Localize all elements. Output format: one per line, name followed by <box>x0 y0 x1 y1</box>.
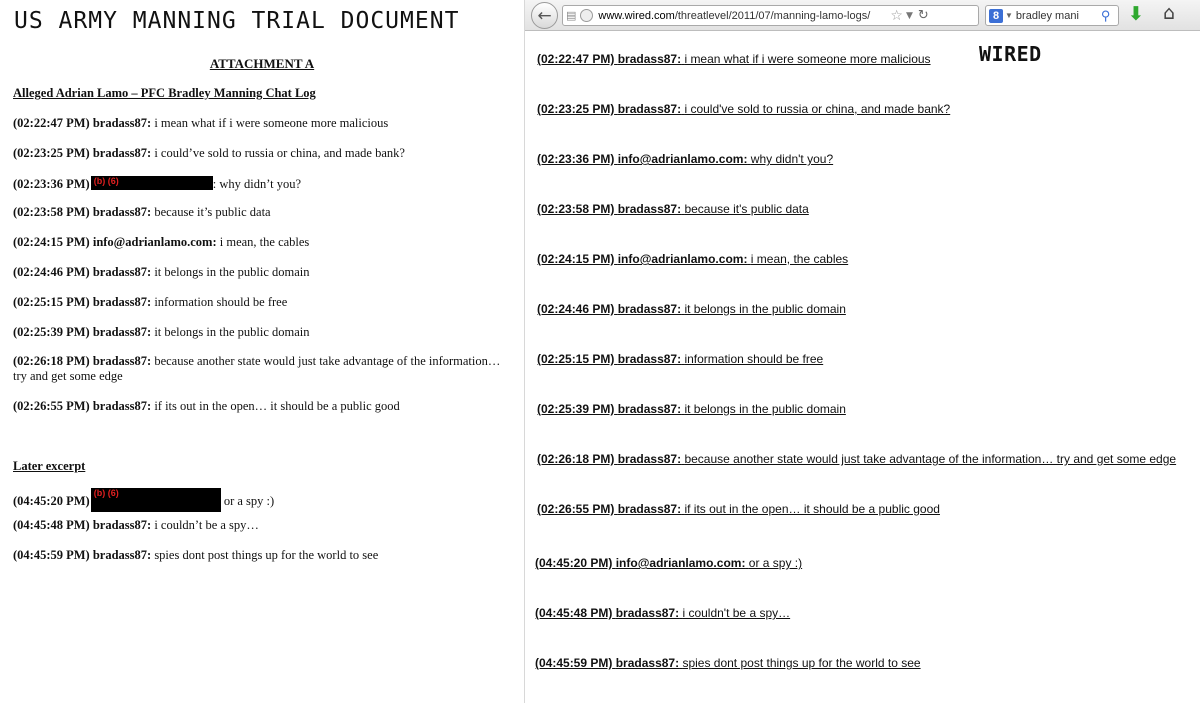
timestamp: (02:23:58 PM) <box>537 202 615 216</box>
web-chat-line[interactable] <box>537 152 833 166</box>
reload-icon[interactable]: ↻ <box>917 8 929 23</box>
back-button[interactable] <box>531 2 558 29</box>
speaker: bradass87: <box>617 302 682 316</box>
timestamp: (02:23:36 PM) <box>13 177 90 191</box>
message: i mean, the cables <box>750 252 849 266</box>
timestamp: (02:25:39 PM) <box>13 325 90 339</box>
message: i could’ve sold to russia or china, and made bank? <box>154 146 405 160</box>
timestamp: (04:45:48 PM) <box>13 518 90 532</box>
message: because it's public data <box>684 202 809 216</box>
message: i could've sold to russia or china, and made bank? <box>684 102 951 116</box>
doc-chat-line <box>13 235 513 250</box>
speaker: bradass87: <box>615 656 680 670</box>
search-box[interactable] <box>985 5 1119 26</box>
timestamp: (02:26:55 PM) <box>13 399 90 413</box>
timestamp: (02:23:58 PM) <box>13 205 90 219</box>
page-icon: ▤ <box>566 9 577 22</box>
message: if its out in the open… it should be a public good <box>154 399 400 413</box>
message: it belongs in the public domain <box>684 302 846 316</box>
web-chat-line[interactable] <box>537 352 823 366</box>
speaker: bradass87: <box>92 146 152 160</box>
address-bar[interactable] <box>562 5 979 26</box>
doc-chat-line <box>13 488 513 512</box>
web-chat-line[interactable] <box>535 656 921 670</box>
timestamp: (02:22:47 PM) <box>13 116 90 130</box>
download-arrow-icon[interactable]: ⬇ <box>1128 3 1144 25</box>
web-chat-line[interactable] <box>537 202 809 216</box>
message: i mean what if i were someone more malicious <box>154 116 389 130</box>
doc-chat-line <box>13 295 513 310</box>
timestamp: (02:25:15 PM) <box>13 295 90 309</box>
speaker: bradass87: <box>617 452 682 466</box>
speaker: bradass87: <box>617 202 682 216</box>
trial-document <box>0 0 524 703</box>
speaker: bradass87: <box>92 325 152 339</box>
chevron-down-icon[interactable]: ▼ <box>905 10 913 21</box>
message: i couldn't be a spy… <box>682 606 791 620</box>
speaker: info@adrianlamo.com: <box>615 556 746 570</box>
speaker: bradass87: <box>92 116 152 130</box>
speaker: bradass87: <box>92 265 152 279</box>
web-chat-line[interactable] <box>537 252 848 266</box>
speaker: bradass87: <box>92 399 152 413</box>
timestamp: (02:24:46 PM) <box>537 302 615 316</box>
speaker: bradass87: <box>92 518 152 532</box>
timestamp: (04:45:59 PM) <box>535 656 613 670</box>
speaker: bradass87: <box>617 52 682 66</box>
browser-window <box>524 0 1200 703</box>
doc-chat-line <box>13 205 513 220</box>
timestamp: (04:45:20 PM) <box>535 556 613 570</box>
message: or a spy :) <box>748 556 803 570</box>
message: i couldn’t be a spy… <box>154 518 259 532</box>
redaction-box <box>91 488 221 512</box>
timestamp: (02:23:25 PM) <box>537 102 615 116</box>
doc-chat-line <box>13 399 513 414</box>
timestamp: (02:26:18 PM) <box>537 452 615 466</box>
message: or a spy :) <box>223 494 275 508</box>
doc-chat-line <box>13 176 513 192</box>
timestamp: (02:26:18 PM) <box>13 354 90 368</box>
wired-logo[interactable]: WIRED <box>979 42 1042 66</box>
speaker: bradass87: <box>617 102 682 116</box>
redaction-box <box>91 176 213 190</box>
web-chat-line[interactable] <box>537 402 846 416</box>
web-chat-line[interactable] <box>537 302 846 316</box>
browser-toolbar <box>525 0 1200 31</box>
doc-chat-line <box>13 116 513 131</box>
message: spies dont post things up for the world to see <box>682 656 921 670</box>
speaker: bradass87: <box>617 502 682 516</box>
message: because another state would just take advantage of the information… try and get some edge <box>13 354 501 383</box>
message: it belongs in the public domain <box>154 325 310 339</box>
doc-chat-line <box>13 354 513 384</box>
message: it belongs in the public domain <box>684 402 846 416</box>
web-chat-line[interactable] <box>535 556 802 570</box>
url-path: /threatlevel/2011/07/manning-lamo-logs/ <box>674 9 871 22</box>
back-arrow-icon: ← <box>537 5 552 26</box>
timestamp: (02:22:47 PM) <box>537 52 615 66</box>
doc-chat-line <box>13 518 513 533</box>
speaker: bradass87: <box>92 548 152 562</box>
chevron-down-icon[interactable]: ▼ <box>1005 11 1013 20</box>
speaker: bradass87: <box>615 606 680 620</box>
doc-chat-line <box>13 325 513 340</box>
redaction-code: (b) (6) <box>93 176 119 186</box>
speaker: bradass87: <box>617 402 682 416</box>
timestamp: (02:23:36 PM) <box>537 152 615 166</box>
message: spies dont post things up for the world to see <box>154 548 379 562</box>
timestamp: (02:25:15 PM) <box>537 352 615 366</box>
doc-chat-line <box>13 146 513 161</box>
doc-chat-line <box>13 265 513 280</box>
speaker: info@adrianlamo.com: <box>617 152 748 166</box>
web-chat-line[interactable] <box>537 102 950 116</box>
message: information should be free <box>154 295 288 309</box>
chat-log-heading: Alleged Adrian Lamo – PFC Bradley Manning Chat Log <box>13 86 316 100</box>
redaction-code: (b) (6) <box>93 488 119 498</box>
attachment-label: ATTACHMENT A <box>209 56 315 71</box>
timestamp: (04:45:20 PM) <box>13 494 90 508</box>
message: information should be free <box>684 352 824 366</box>
message: i mean what if i were someone more malicious <box>684 52 931 66</box>
timestamp: (02:26:55 PM) <box>537 502 615 516</box>
message: : why didn’t you? <box>212 177 302 191</box>
timestamp: (02:24:15 PM) <box>13 235 90 249</box>
document-title: US ARMY MANNING TRIAL DOCUMENT <box>14 8 460 34</box>
speaker: info@adrianlamo.com: <box>617 252 748 266</box>
home-icon[interactable]: ⌂ <box>1163 2 1176 24</box>
speaker: bradass87: <box>92 295 152 309</box>
message: because it’s public data <box>154 205 271 219</box>
timestamp: (02:23:25 PM) <box>13 146 90 160</box>
speaker: bradass87: <box>92 205 152 219</box>
search-input[interactable]: bradley mani <box>1015 9 1079 22</box>
message: if its out in the open… it should be a public good <box>684 502 940 516</box>
speaker: bradass87: <box>92 354 152 368</box>
speaker: bradass87: <box>617 352 682 366</box>
message: i mean, the cables <box>219 235 310 249</box>
star-icon[interactable]: ☆ <box>890 7 903 24</box>
timestamp: (02:24:15 PM) <box>537 252 615 266</box>
speaker: info@adrianlamo.com: <box>92 235 217 249</box>
message: because another state would just take advantage of the information… try and get some edge <box>684 452 1177 466</box>
web-chat-line[interactable] <box>537 452 1176 466</box>
magnifier-icon[interactable]: ⚲ <box>1100 7 1111 23</box>
site-identity-icon[interactable] <box>580 9 593 22</box>
later-excerpt-heading: Later excerpt <box>13 459 86 473</box>
timestamp: (02:24:46 PM) <box>13 265 90 279</box>
timestamp: (04:45:48 PM) <box>535 606 613 620</box>
url-text[interactable] <box>598 10 888 22</box>
timestamp: (04:45:59 PM) <box>13 548 90 562</box>
message: it belongs in the public domain <box>154 265 310 279</box>
web-chat-line[interactable] <box>535 606 790 620</box>
web-chat-line[interactable] <box>537 502 940 516</box>
url-domain: www.wired.com <box>598 9 675 22</box>
timestamp: (02:25:39 PM) <box>537 402 615 416</box>
google-icon[interactable]: 8 <box>989 9 1003 23</box>
doc-chat-line <box>13 548 513 563</box>
message: why didn't you? <box>750 152 834 166</box>
web-chat-line[interactable] <box>537 52 931 66</box>
